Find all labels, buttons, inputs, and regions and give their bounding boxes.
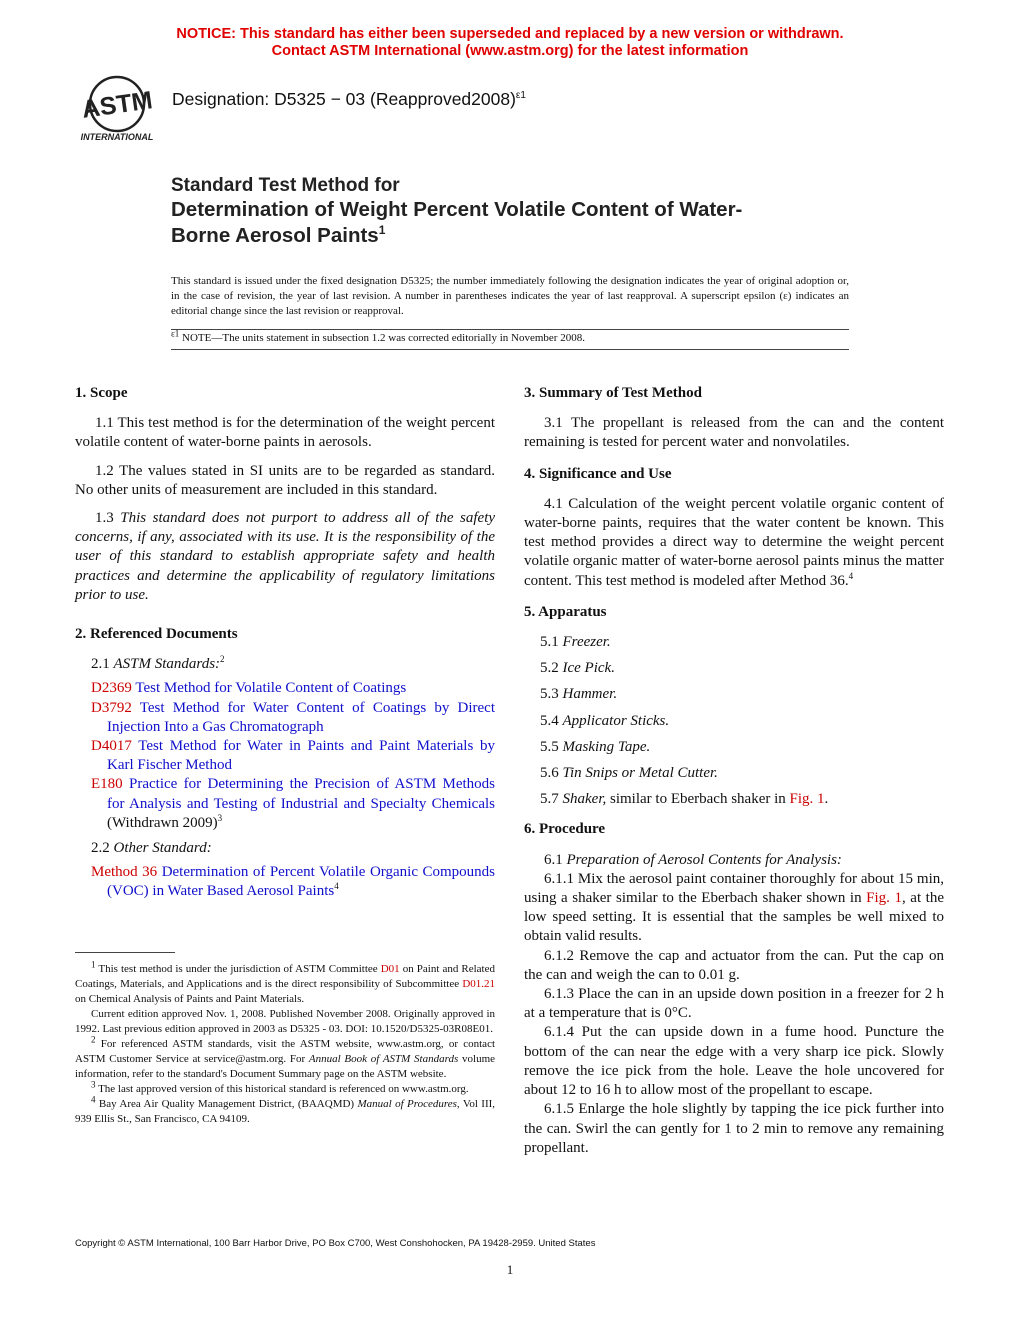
sub-2-1-label: ASTM Standards:: [113, 656, 221, 673]
sub-2-2-num: 2.2: [91, 840, 110, 857]
fn-link-d01[interactable]: D01: [380, 963, 400, 975]
ref-sup: 3: [217, 812, 223, 823]
document-title: [171, 175, 891, 249]
title-line-2: Determination of Weight Percent Volatile Content of Water-: [171, 198, 743, 221]
fn-1c: on Chemical Analysis of Paints and Paint Materials.: [75, 993, 305, 1005]
fn-1-num: 1: [91, 959, 96, 970]
fn-3-text: The last approved version of this historical standard is referenced on www.astm.org.: [98, 1083, 469, 1095]
apparatus-num: 5.1: [540, 634, 559, 651]
ref-title[interactable]: Test Method for Water Content of Coatings by Direct Injection Into a Gas Chromatograph: [107, 699, 495, 735]
apparatus-num: 5.2: [540, 660, 559, 677]
designation: [172, 89, 526, 110]
notice-line-2: Contact ASTM International (www.astm.org) for the latest information: [271, 43, 749, 59]
fn-2a: For referenced ASTM standards, visit the ASTM website, www.astm.org, or contact ASTM Customer Service at service@astm.org. For: [75, 1038, 496, 1065]
apparatus-text: Applicator Sticks.: [562, 712, 670, 729]
para-6-1: [524, 851, 944, 870]
para-6-1-text: Preparation of Aerosol Contents for Analysis:: [566, 851, 842, 868]
para-6-1-2: 6.1.2 Remove the cap and actuator from the can. Put the cap on the can and weigh the can to 0.01 g.: [524, 947, 944, 983]
section-2-heading: 2. Referenced Documents: [75, 626, 238, 643]
para-4-1-text: 4.1 Calculation of the weight percent volatile organic content of water-borne paints, requires that the water content be known. This test method provides a direct way to determine the weight percent volatile organic matter of water-borne aerosol paints minus the matter content. This test method is modeled after Method 36.: [524, 495, 944, 589]
ref-title[interactable]: Test Method for Water in Paints and Paint Materials by Karl Fischer Method: [107, 738, 495, 774]
sub-2-1-sup: 2: [220, 654, 225, 665]
apparatus-num: 5.7: [540, 791, 559, 808]
apparatus-item: [524, 712, 944, 731]
page-number: 1: [506, 1262, 514, 1277]
ref-title[interactable]: Test Method for Volatile Content of Coatings: [135, 680, 407, 697]
sub-2-2-label: Other Standard:: [113, 840, 212, 857]
footnote-3: [75, 1079, 495, 1097]
apparatus-num: 5.5: [540, 738, 559, 755]
footnotes: [75, 959, 496, 1127]
apparatus-text: Ice Pick.: [562, 660, 615, 677]
para-3-1: 3.1 The propellant is released from the can and the content remaining is tested for percent water and nonvolatiles.: [524, 415, 944, 451]
footnote-2: [75, 1034, 496, 1082]
apparatus-text: Hammer.: [562, 686, 618, 703]
para-6-1-3: 6.1.3 Place the can in an upside down position in a freezer for 2 h at a temperature that is 0°C.: [524, 986, 944, 1022]
note-sup: ε1: [171, 328, 180, 339]
section-5-heading: 5. Apparatus: [524, 603, 607, 620]
ref-title[interactable]: Determination of Percent Volatile Organic Compounds (VOC) in Water Based Aerosol Paints: [107, 864, 495, 900]
section-1-heading: 1. Scope: [75, 385, 128, 401]
fn-2-num: 2: [91, 1034, 96, 1045]
para-6-1-5: 6.1.5 Enlarge the hole slightly by tapping the ice pick further into the can. Swirl the can gently for 1 to 2 min to remove any remaining propellant.: [524, 1101, 944, 1156]
astm-logo: [72, 74, 162, 144]
left-column: [75, 384, 495, 902]
section-3-heading: 3. Summary of Test Method: [524, 385, 702, 401]
title-line-1: Standard Test Method for: [171, 175, 400, 196]
fn-4a: Bay Area Air Quality Management District, (BAAQMD): [98, 1098, 355, 1110]
apparatus-italic: Shaker,: [562, 791, 607, 808]
footnote-1: [75, 959, 496, 1007]
fig-1-link[interactable]: Fig. 1: [789, 791, 825, 808]
title-line-3-wrap: [171, 223, 891, 249]
para-4-1: [524, 495, 944, 591]
para-6-1-1-a: 6.1.1 Mix the aerosol paint container thoroughly for about 15 min, using a shaker similar to the Eberbach shaker shown in: [524, 870, 944, 907]
apparatus-text: Freezer.: [562, 634, 611, 651]
apparatus-num: 5.6: [540, 765, 559, 782]
para-6-1-num: 6.1: [544, 851, 563, 868]
ref-item[interactable]: [75, 679, 495, 698]
ref-item[interactable]: [75, 863, 495, 901]
apparatus-item: [524, 685, 944, 704]
svg-text:ASTM: ASTM: [80, 86, 155, 124]
fig-1-link[interactable]: Fig. 1: [866, 890, 902, 907]
apparatus-item: [524, 764, 944, 783]
ref-code[interactable]: E180: [91, 776, 123, 793]
para-1-3-num: 1.3: [95, 510, 114, 527]
editorial-note: [171, 329, 849, 350]
fn-2-italic: Annual Book of ASTM Standards: [308, 1053, 459, 1065]
fn-1a: This test method is under the jurisdiction of ASTM Committee: [98, 963, 378, 975]
para-4-1-sup: 4: [848, 570, 854, 581]
fn-4-italic: Manual of Procedures: [357, 1098, 457, 1110]
fn-4-num: 4: [91, 1094, 96, 1105]
para-6-1-1: [524, 870, 944, 947]
para-1-3-text: This standard does not purport to address all of the safety concerns, if any, associated with its use. It is the responsibility of the user of this standard to establish appropriate safety and health practices and determine the applicability of regulatory limitations prior to use.: [75, 510, 496, 603]
footnote-4: [75, 1094, 496, 1127]
notice-banner: [0, 26, 1020, 60]
designation-sup: ε1: [515, 90, 526, 102]
apparatus-text: Tin Snips or Metal Cutter.: [562, 765, 718, 782]
para-6-1-4: 6.1.4 Put the can upside down in a fume hood. Puncture the bottom of the can near the edge with a very sharp ice pick. Slowly remove the ice pick from the hole. Leave the hole uncovered for about 12 to 16 h to allow most of the propellant to escape.: [524, 1024, 944, 1099]
sub-2-2: [75, 839, 495, 858]
fn-3-num: 3: [91, 1079, 96, 1090]
apparatus-num: 5.3: [540, 686, 559, 703]
note-text: NOTE—The units statement in subsection 1.2 was corrected editorially in November 2008.: [182, 332, 585, 344]
apparatus-text: similar to Eberbach shaker in: [610, 791, 786, 808]
title-line-3: Borne Aerosol Paints: [171, 224, 379, 247]
ref-code[interactable]: D4017: [91, 738, 132, 755]
fn-1b: on Paint and Related Coatings, Materials, and Applications and is the direct responsibility of Subcommittee: [75, 963, 496, 990]
para-1-2: 1.2 The values stated in SI units are to be regarded as standard. No other units of measurement are included in this standard.: [75, 462, 495, 498]
apparatus-num: 5.4: [540, 712, 559, 729]
para-6-1-1-b: , at the low speed setting. It is essential that the samples be well mixed to obtain valid results.: [524, 890, 944, 945]
fn-link-d0121[interactable]: D01.21: [462, 978, 496, 990]
footnote-rule: [75, 952, 175, 953]
apparatus-item: [524, 659, 944, 678]
right-column: [524, 384, 944, 1158]
apparatus-text: Masking Tape.: [562, 738, 651, 755]
notice-line-1: NOTICE: This standard has either been superseded and replaced by a new version or withdrawn.: [176, 26, 844, 42]
sub-2-1-num: 2.1: [91, 656, 110, 673]
ref-code[interactable]: D3792: [91, 699, 132, 716]
astm-logo-icon: [72, 74, 162, 144]
ref-code[interactable]: Method 36: [91, 864, 158, 881]
apparatus-item: [524, 633, 944, 652]
logo-text: INTERNATIONAL: [80, 132, 154, 142]
ref-item[interactable]: [75, 775, 495, 833]
title-sup: 1: [378, 223, 386, 238]
designation-text: Designation: D5325 − 03 (Reapproved2008): [172, 89, 516, 109]
sub-2-1: [75, 655, 495, 674]
ref-code[interactable]: D2369: [91, 680, 132, 697]
section-6-heading: 6. Procedure: [524, 821, 606, 838]
para-1-3: [75, 509, 495, 605]
issued-statement: This standard is issued under the fixed designation D5325; the number immediately following the designation indicates the year of original adoption or, in the case of revision, the year of last revision. A number in parentheses indicates the year of last reapproval. A superscript epsilon (ε) indicates an editorial change since the last revision or reapproval.: [171, 275, 849, 317]
ref-tail: (Withdrawn 2009): [107, 814, 218, 831]
fn-2b: volume information, refer to the standard's Document Summary page on the ASTM website.: [75, 1053, 496, 1080]
fn-4b: , Vol III, 939 Ellis St., San Francisco, CA 94109.: [75, 1098, 496, 1125]
para-1-1: 1.1 This test method is for the determination of the weight percent volatile content of water-borne paints in aerosols.: [75, 415, 495, 451]
ref-item[interactable]: [75, 737, 495, 775]
section-4-heading: 4. Significance and Use: [524, 465, 672, 482]
footnote-edition: Current edition approved Nov. 1, 2008. Published November 2008. Originally approved in 1992. Last previous edition approved in 2003 as D5325 - 03. DOI: 10.1520/D5325-03R08E01.: [75, 1008, 495, 1035]
apparatus-item-7: [524, 790, 944, 809]
copyright: Copyright © ASTM International, 100 Barr Harbor Drive, PO Box C700, West Conshohocken, PA 19428-2959. United States: [75, 1238, 596, 1249]
ref-title[interactable]: Practice for Determining the Precision of ASTM Methods for Analysis and Testing of Industrial and Specialty Chemicals: [107, 776, 495, 812]
apparatus-end: .: [824, 791, 829, 808]
ref-item[interactable]: [75, 699, 495, 737]
apparatus-item: [524, 738, 944, 757]
ref-sup: 4: [334, 881, 339, 892]
